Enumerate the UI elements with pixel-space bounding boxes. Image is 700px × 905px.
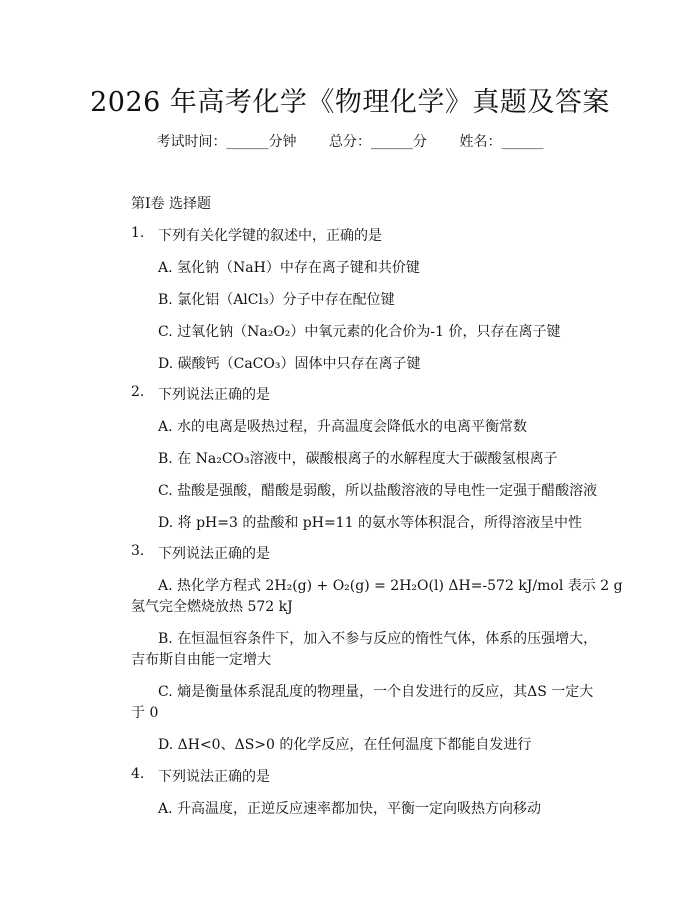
option-a: A. 升高温度，正逆反应速率都加快，平衡一定向吸热方向移动 <box>158 801 542 817</box>
question-stem: 下列有关化学键的叙述中，正确的是 <box>158 228 382 244</box>
question-stem: 下列说法正确的是 <box>158 546 270 562</box>
page-title: 2026 年高考化学《物理化学》真题及答案 <box>90 87 610 118</box>
option-b: B. 氯化铝（AlCl₃）分子中存在配位键 <box>158 292 395 308</box>
question-number: 3. <box>131 543 145 559</box>
option-b: B. 在 Na₂CO₃溶液中，碳酸根离子的水解程度大于碳酸氢根离子 <box>158 451 558 467</box>
option-c: C. 盐酸是强酸，醋酸是弱酸，所以盐酸溶液的导电性一定强于醋酸溶液 <box>158 483 598 499</box>
total-score: 总分：______分 <box>329 134 427 150</box>
student-name: 姓名：______ <box>459 134 544 150</box>
question-stem: 下列说法正确的是 <box>158 769 270 785</box>
option-d: D. 碳酸钙（CaCO₃）固体中只存在离子键 <box>158 356 421 372</box>
question-number: 2. <box>131 384 145 400</box>
question-number: 4. <box>131 766 145 782</box>
question-stem: 下列说法正确的是 <box>158 387 270 403</box>
option-a: A. 水的电离是吸热过程，升高温度会降低水的电离平衡常数 <box>158 419 528 435</box>
section-heading: 第Ⅰ卷 选择题 <box>131 196 211 212</box>
option-d: D. 将 pH=3 的盐酸和 pH=11 的氨水等体积混合，所得溶液呈中性 <box>158 515 582 531</box>
option-d: D. ΔH<0、ΔS>0 的化学反应，在任何温度下都能自发进行 <box>158 737 532 753</box>
option-b: B. 在恒温恒容条件下，加入不参与反应的惰性气体，体系的压强增大， <box>158 631 598 647</box>
question-number: 1. <box>131 225 145 241</box>
exam-info <box>0 131 700 151</box>
option-a: A. 氢化钠（NaH）中存在离子键和共价键 <box>158 260 420 276</box>
option-a: A. 热化学方程式 2H₂(g) + O₂(g) = 2H₂O(l) ΔH=-572 kJ/mol 表示 2 g <box>158 578 623 594</box>
option-c: C. 过氧化钠（Na₂O₂）中氧元素的化合价为-1 价，只存在离子键 <box>158 324 561 340</box>
option-c: C. 熵是衡量体系混乱度的物理量，一个自发进行的反应，其ΔS 一定大 <box>158 684 594 700</box>
option-a-continued: 氢气完全燃烧放热 572 kJ <box>131 599 293 615</box>
option-c-continued: 于 0 <box>131 705 159 721</box>
option-b-continued: 吉布斯自由能一定增大 <box>131 652 271 668</box>
exam-time: 考试时间：______分钟 <box>156 134 297 150</box>
